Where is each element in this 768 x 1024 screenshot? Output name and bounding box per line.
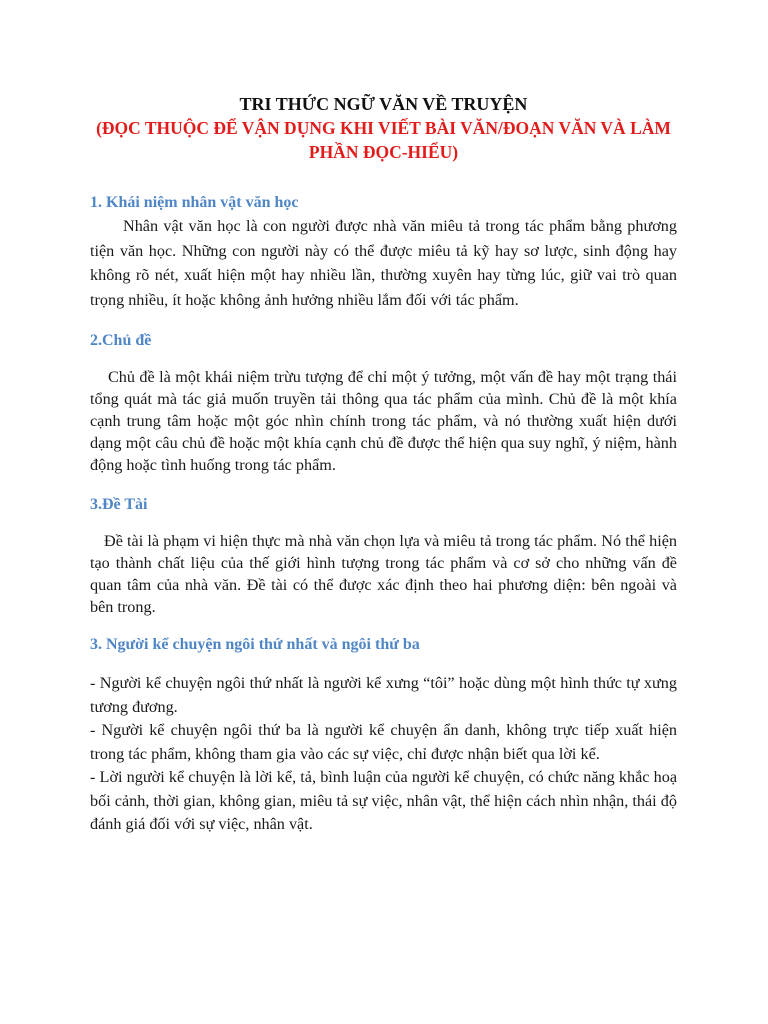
section-heading-character: 1. Khái niệm nhân vật văn học	[90, 194, 299, 211]
narrator-bullet-first-person: - Người kể chuyện ngôi thứ nhất là người kể xưng “tôi” hoặc dùng một hình thức tự xưng tương đương.	[90, 674, 677, 716]
narrator-bullet-narrator-voice: - Lời người kể chuyện là lời kể, tả, bình luận của người kể chuyện, có chức năng khắc hoạ bối cảnh, thời gian, không gian, miêu tả sự việc, nhân vật, thể hiện cách nhìn nhận, thái độ đánh giá đối với sự việc, nhân vật.	[90, 768, 677, 833]
document-subtitle: (ĐỌC THUỘC ĐỂ VẬN DỤNG KHI VIẾT BÀI VĂN/ĐOẠN VĂN VÀ LÀM PHẦN ĐỌC-HIỂU)	[96, 118, 671, 162]
section-heading-theme: 2.Chủ đề	[90, 332, 152, 349]
section-body-subject: Đề tài là phạm vi hiện thực mà nhà văn chọn lựa và miêu tả trong tác phẩm. Nó thể hiện tạo thành chất liệu của thế giới hình tượng trong tác phẩm và cơ sở cho những vấn đề quan tâm của nhà văn. Đề tài có thể được xác định theo hai phương diện: bên ngoài và bên trong.	[90, 532, 677, 616]
narrator-bullet-third-person: - Người kể chuyện ngôi thứ ba là người kể chuyện ẩn danh, không trực tiếp xuất hiện trong tác phẩm, không tham gia vào các sự việc, chỉ được nhận biết qua lời kể.	[90, 721, 677, 763]
document-title: TRI THỨC NGỮ VĂN VỀ TRUYỆN	[239, 94, 528, 114]
document-page	[90, 92, 677, 837]
section-heading-narrator: 3. Người kể chuyện ngôi thứ nhất và ngôi thứ ba	[90, 636, 420, 653]
section-body-theme: Chủ đề là một khái niệm trừu tượng để chỉ một ý tưởng, một vấn đề hay một trạng thái tổng quát mà tác giả muốn truyền tải thông qua tác phẩm của mình. Chủ đề là một khía cạnh trung tâm hoặc một góc nhìn chính trong tác phẩm, và nó thường xuất hiện dưới dạng một câu chủ đề hoặc một khía cạnh chủ đề được thể hiện qua suy nghĩ, ý niệm, hành động hoặc tình huống trong tác phẩm.	[90, 368, 677, 474]
section-heading-subject: 3.Đề Tài	[90, 496, 148, 513]
section-body-character: Nhân vật văn học là con người được nhà văn miêu tả trong tác phẩm bằng phương tiện văn học. Những con người này có thể được miêu tả kỹ hay sơ lược, sinh động hay không rõ nét, xuất hiện một hay nhiều lần, thường xuyên hay từng lúc, giữ vai trò quan trọng nhiều, ít hoặc không ảnh hưởng nhiều lắm đối với tác phẩm.	[90, 217, 677, 309]
